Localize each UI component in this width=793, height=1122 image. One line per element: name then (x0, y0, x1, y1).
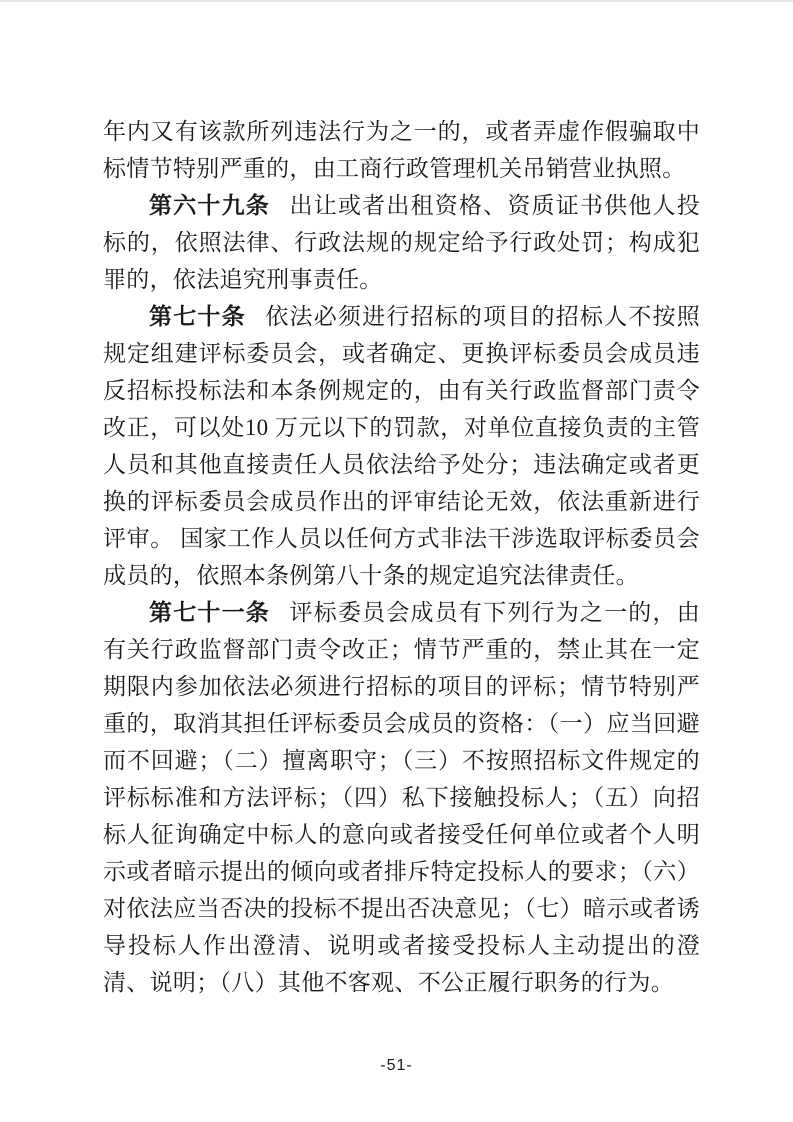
paragraph-article-69 (103, 187, 700, 298)
paragraph-article-71 (103, 594, 700, 1001)
paragraph-continuation (103, 113, 700, 187)
page-number: -51- (380, 1057, 413, 1074)
document-body (103, 113, 700, 1001)
article-number: 第七十条 (149, 304, 246, 329)
paragraph-text: 评标委员会成员有下列行为之一的，由有关行政监督部门责令改正；情节严重的，禁止其在一定期限内参加依法必须进行招标的项目的评标；情节特别严重的，取消其担任评标委员会成员的资格：（一）应当回避而不回避；（二）擅离职守；（三）不按照招标文件规定的评标标准和方法评标；（四）私下接触投标人；（五）向招标人征询确定中标人的意向或者接受任何单位或者个人明示或者暗示提出的倾向或者排斥特定投标人的要求；（六）对依法应当否决的投标不提出否决意见；（七）暗示或者诱导投标人作出澄清、说明或者接受投标人主动提出的澄清、说明；（八）其他不客观、不公正履行职务的行为。 (103, 600, 701, 995)
article-number: 第六十九条 (149, 193, 270, 218)
article-number: 第七十一条 (149, 600, 270, 625)
paragraph-text: 出让或者出租资格、资质证书供他人投标的，依照法律、行政法规的规定给予行政处罚；构成犯罪的，依法追究刑事责任。 (103, 193, 701, 292)
paragraph-text: 年内又有该款所列违法行为之一的，或者弄虚作假骗取中标情节特别严重的，由工商行政管理机关吊销营业执照。 (103, 119, 700, 181)
paragraph-text: 依法必须进行招标的项目的招标人不按照规定组建评标委员会，或者确定、更换评标委员会成员违反招标投标法和本条例规定的，由有关行政监督部门责令改正，可以处10 万元以下的罚款，对单位直接负责的主管人员和其他直接责任人员依法给予处分；违法确定或者更换的评标委员会成员作出的评审结论无效，依法重新进行评审。 国家工作人员以任何方式非法干涉选取评标委员会成员的，依照本条例第八十条的规定追究法律责任。 (103, 304, 700, 588)
paragraph-article-70 (103, 298, 700, 594)
